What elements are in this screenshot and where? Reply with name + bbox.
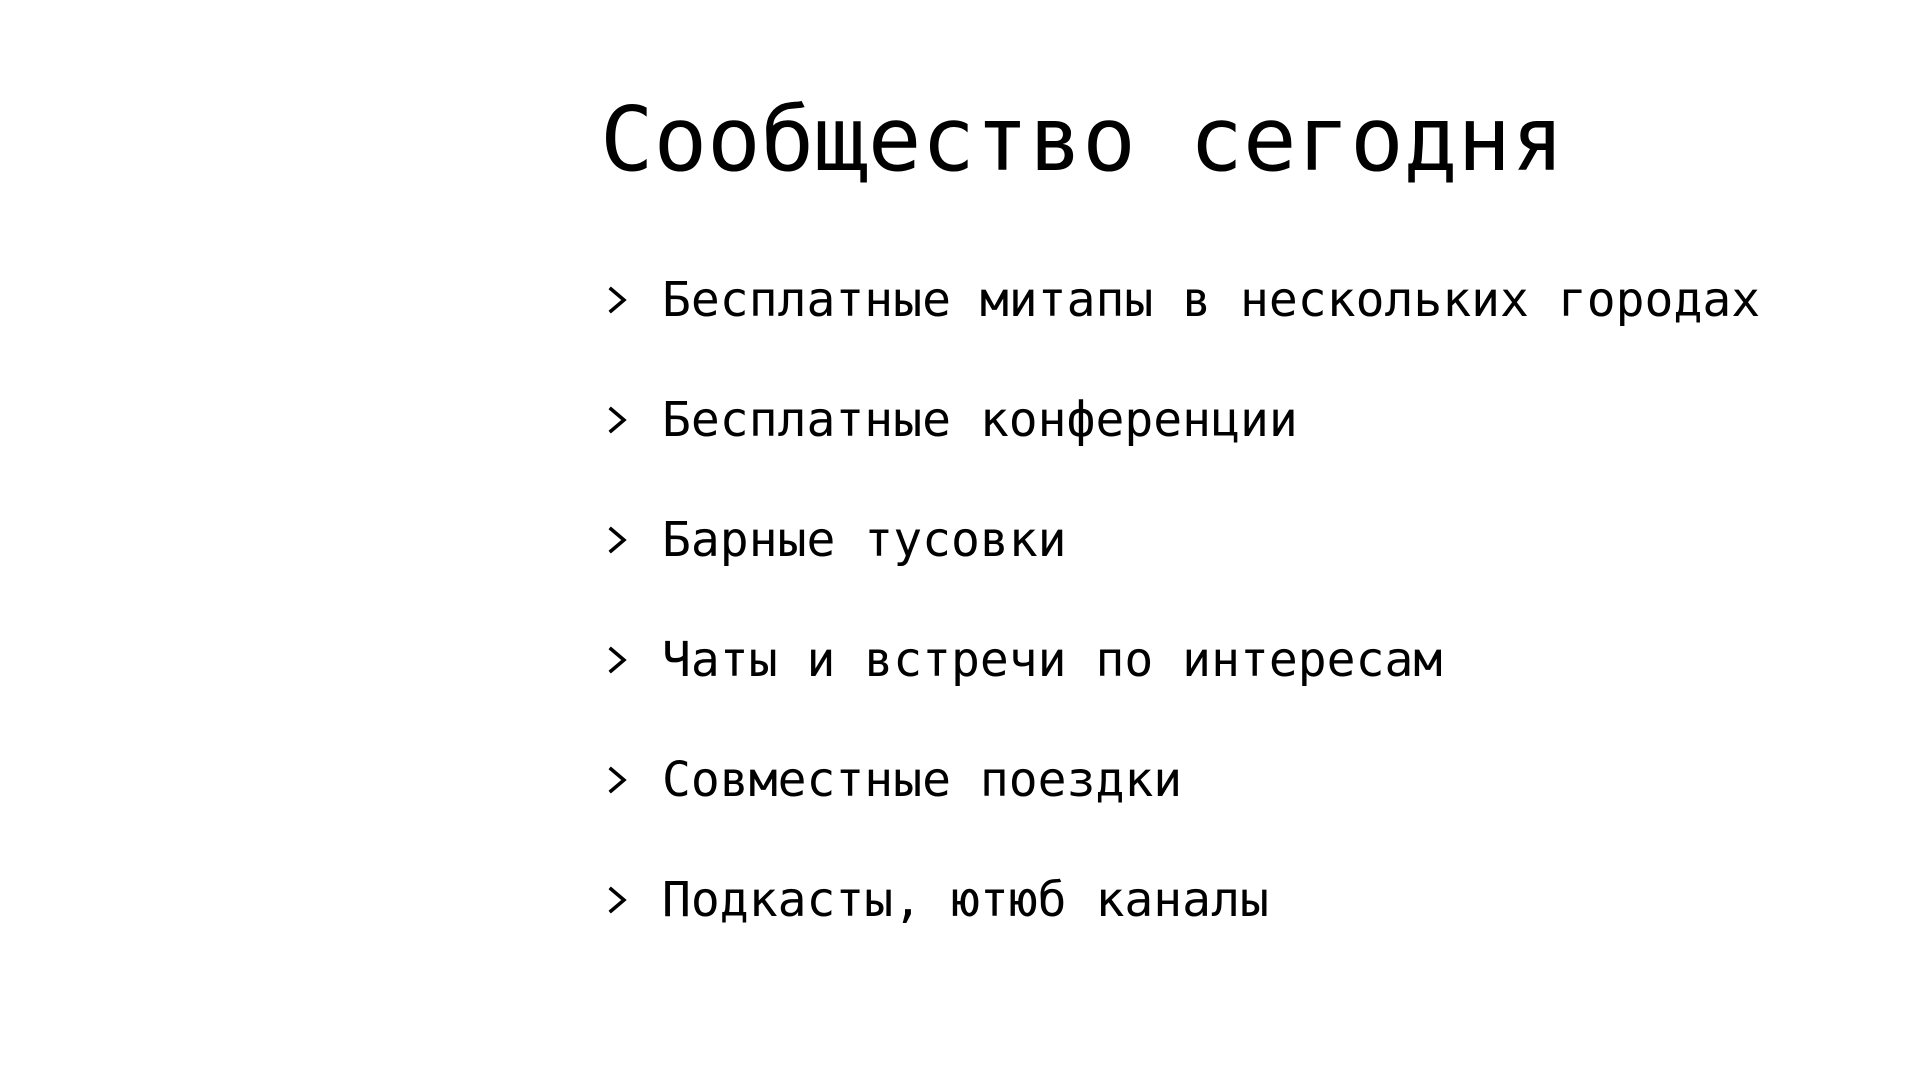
- bullet-text: Подкасты, ютюб каналы: [662, 872, 1269, 928]
- bullet-text: Чаты и встречи по интересам: [662, 632, 1443, 688]
- bullet-text: Бесплатные митапы в нескольких городах: [662, 272, 1761, 328]
- list-item: [600, 510, 1760, 570]
- chevron-right-icon: [600, 642, 636, 678]
- slide-title: Сообщество сегодня: [600, 87, 1565, 191]
- list-item: [600, 270, 1760, 330]
- list-item: [600, 870, 1760, 930]
- chevron-right-icon: [600, 522, 636, 558]
- bullet-text: Совместные поездки: [662, 752, 1183, 808]
- chevron-right-icon: [600, 282, 636, 318]
- list-item: [600, 630, 1760, 690]
- bullet-list: [600, 270, 1760, 990]
- chevron-right-icon: [600, 882, 636, 918]
- bullet-text: Бесплатные конференции: [662, 392, 1298, 448]
- list-item: [600, 750, 1760, 810]
- list-item: [600, 390, 1760, 450]
- bullet-text: Барные тусовки: [662, 512, 1067, 568]
- chevron-right-icon: [600, 762, 636, 798]
- chevron-right-icon: [600, 402, 636, 438]
